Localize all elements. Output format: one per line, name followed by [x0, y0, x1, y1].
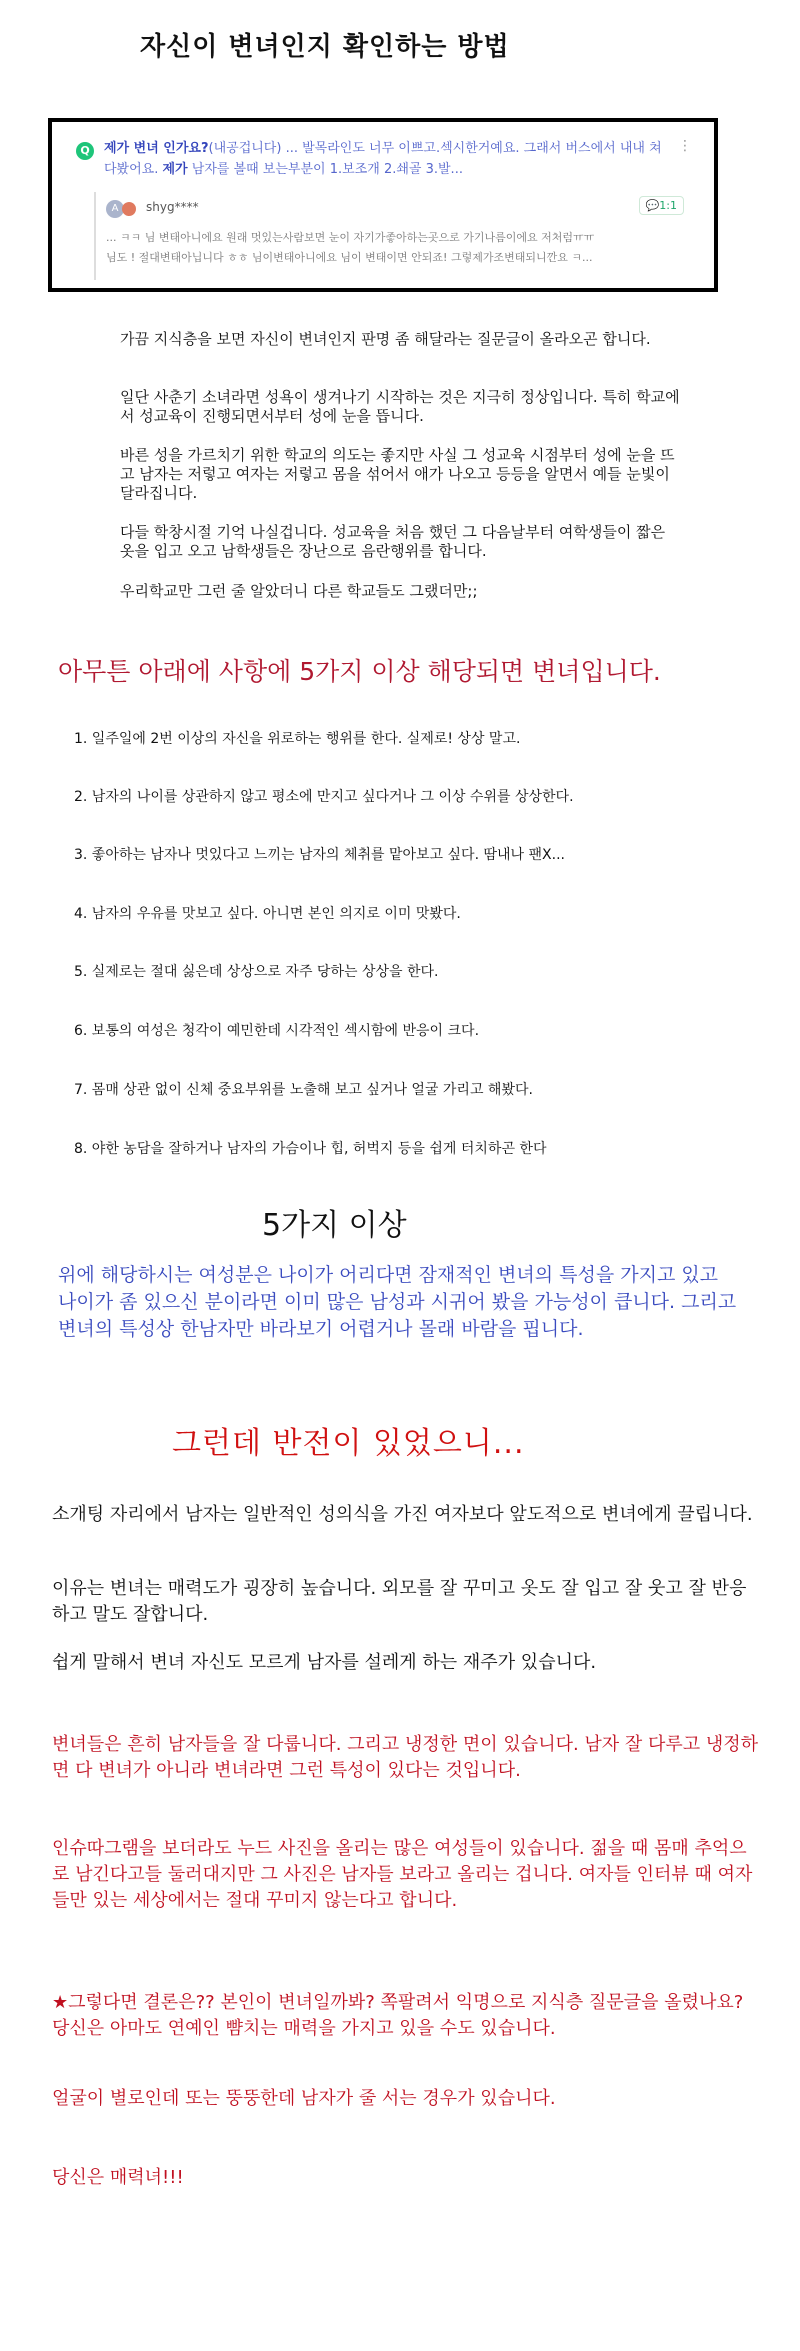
- question-title[interactable]: 제가 변녀 인가요?: [104, 141, 209, 156]
- list-item: 7. 몸매 상관 없이 신체 중요부위를 노출해 보고 싶거나 얼굴 가리고 해봤다.: [74, 1082, 533, 1098]
- headline: 아무튼 아래에 사항에 5가지 이상 해당되면 변녀입니다.: [58, 657, 661, 686]
- question-body-2: 남자를 볼때 보는부분이 1.보조개 2.쇄골 3.발...: [187, 162, 463, 177]
- badge-avatar-icon: [122, 202, 136, 216]
- answer-text: [106, 228, 676, 268]
- intro-paragraph-5: 우리학교만 그런 줄 알았더니 다른 학교들도 그랬더만;;: [120, 582, 478, 600]
- question-text[interactable]: [104, 138, 664, 180]
- list-item: 6. 보통의 여성은 청각이 예민한데 시각적인 섹시함에 반응이 크다.: [74, 1023, 480, 1039]
- chat-badge[interactable]: [639, 196, 684, 215]
- closing-line: 당신은 매력녀!!!: [52, 2167, 184, 2188]
- conclusion-paragraph: ★그렇다면 결론은?? 본인이 변녀일까봐? 쪽팔려서 익명으로 지식층 질문글을 올렸나요? 당신은 아마도 연예인 뺨치는 매력을 가지고 있을 수도 있습니다.: [52, 1992, 744, 2039]
- question-icon: Q: [76, 142, 94, 160]
- body-paragraph-3: 쉽게 말해서 변녀 자신도 모르게 남자를 설레게 하는 재주가 있습니다.: [52, 1652, 597, 1673]
- answer-block: [94, 192, 684, 280]
- answer-line-2: 님도 ! 절대변태아닙니다 ㅎㅎ 님이변태아니에요 님이 변태이면 안되죠! 그렇제가조변태되니깐요 ㅋ...: [106, 251, 593, 264]
- list-item: 2. 남자의 나이를 상관하지 않고 평소에 만지고 싶다거나 그 이상 수위를 상상한다.: [74, 789, 574, 805]
- answer-line-1: ... ㅋㅋ 님 변태아니에요 원래 멋있는사람보면 눈이 자기가좋아하는곳으로 가기나름이에요 저처럼ㅠㅠ: [106, 231, 595, 244]
- avatar: A: [106, 200, 124, 218]
- question-body: (내공겁니다) ... 발목라인도 너무 이쁘고.섹시한거예요. 그래서 버스에서 내내 쳐다봤어요.: [104, 141, 662, 177]
- chat-icon: 💬: [645, 199, 660, 212]
- page-title: 자신이 변녀인지 확인하는 방법: [140, 32, 510, 62]
- intro-paragraph-2: 일단 사춘기 소녀라면 성욕이 생겨나기 시작하는 것은 지극히 정상입니다. 특히 학교에서 성교육이 진행되면서부터 성에 눈을 뜹니다.: [120, 388, 680, 425]
- blue-paragraph: 위에 해당하시는 여성분은 나이가 어리다면 잠재적인 변녀의 특성을 가지고 있고 나이가 좀 있으신 분이라면 이미 많은 남성과 시귀어 봤을 가능성이 큽니다. 그리고 변녀의 특성상 한남자만 바라보기 어렵거나 몰래 바람을 핍니다.: [58, 1264, 737, 1340]
- twist-heading: 그런데 반전이 있었으니...: [172, 1426, 525, 1461]
- list-item: 3. 좋아하는 남자나 멋있다고 느끼는 남자의 체취를 맡아보고 싶다. 땀내나 팬X...: [74, 847, 565, 863]
- qna-card[interactable]: [48, 118, 718, 292]
- answer-username[interactable]: shyg****: [146, 200, 199, 214]
- body-paragraph-1: 소개팅 자리에서 남자는 일반적인 성의식을 가진 여자보다 앞도적으로 변녀에게 끌립니다.: [52, 1504, 753, 1525]
- red-paragraph-1: 변녀들은 흔히 남자들을 잘 다룹니다. 그리고 냉정한 면이 있습니다. 남자 잘 다루고 냉정하면 다 변녀가 아니라 변녀라면 그런 특성이 있다는 것입니다.: [52, 1734, 759, 1781]
- red-paragraph-2: 인슈따그램을 보더라도 누드 사진을 올리는 많은 여성들이 있습니다. 젊을 때 몸매 추억으로 남긴다고들 둘러대지만 그 사진은 남자들 보라고 올리는 겁니다. 여자들 인터뷰 때 여자들만 있는 세상에서는 절대 꾸미지 않는다고 합니다.: [52, 1838, 753, 1911]
- list-item: 5. 실제로는 절대 싫은데 상상으로 자주 당하는 상상을 한다.: [74, 964, 439, 980]
- more-icon[interactable]: ⋮: [678, 138, 692, 154]
- intro-paragraph-4: 다들 학창시절 기억 나실겁니다. 성교육을 처음 했던 그 다음날부터 여학생들이 짧은 옷을 입고 오고 남학생들은 장난으로 음란행위를 합니다.: [120, 523, 666, 560]
- chat-badge-label: 1:1: [659, 199, 677, 212]
- section-heading: 5가지 이상: [262, 1208, 407, 1243]
- list-item: 8. 야한 농담을 잘하거나 남자의 가슴이나 힙, 허벅지 등을 쉽게 터치하곤 한다: [74, 1141, 547, 1157]
- question-highlight: 제가: [162, 162, 188, 177]
- intro-paragraph-1: 가끔 지식층을 보면 자신이 변녀인지 판명 좀 해달라는 질문글이 올라오곤 합니다.: [120, 330, 651, 348]
- list-item: 1. 일주일에 2번 이상의 자신을 위로하는 행위를 한다. 실제로! 상상 말고.: [74, 731, 521, 747]
- intro-paragraph-3: 바른 성을 가르치기 위한 학교의 의도는 좋지만 사실 그 성교육 시점부터 성에 눈을 뜨고 남자는 저렇고 여자는 저렇고 몸을 섞어서 애가 나오고 등등을 알면서 예들 눈빛이 달라집니다.: [120, 446, 675, 502]
- body-paragraph-2: 이유는 변녀는 매력도가 굉장히 높습니다. 외모를 잘 꾸미고 옷도 잘 입고 잘 웃고 잘 반응하고 말도 잘합니다.: [52, 1578, 747, 1625]
- list-item: 4. 남자의 우유를 맛보고 싶다. 아니면 본인 의지로 이미 맛봤다.: [74, 906, 461, 922]
- red-paragraph-4: 얼굴이 별로인데 또는 뚱뚱한데 남자가 줄 서는 경우가 있습니다.: [52, 2088, 556, 2109]
